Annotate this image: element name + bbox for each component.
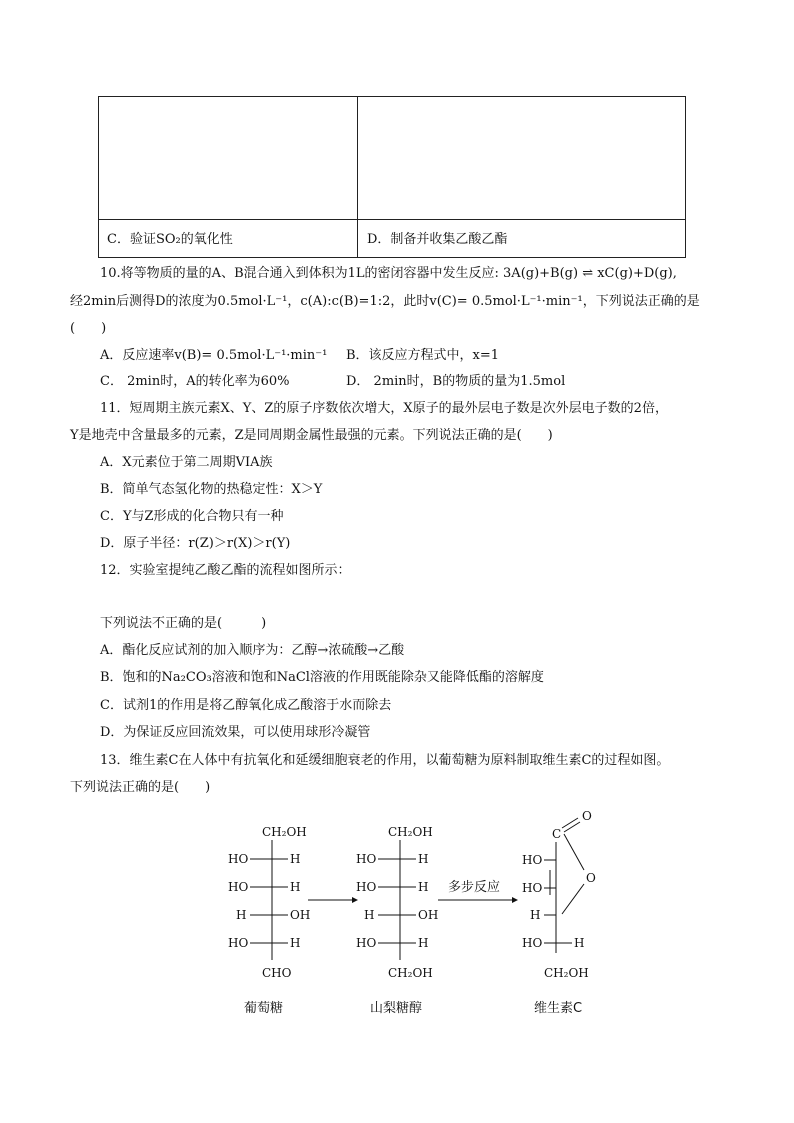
q11-option-c: C．Y与Z形成的化合物只有一种 xyxy=(100,509,284,524)
vitc-ho-3: HO xyxy=(522,936,543,950)
q12-stem-line1: 12．实验室提纯乙酸乙酯的流程如图所示： xyxy=(100,563,351,578)
q12-option-a: A．酯化反应试剂的加入顺序为：乙醇→浓硫酸→乙酸 xyxy=(100,643,405,658)
cell-d-label: D．制备并收集乙酸乙酯 xyxy=(367,232,508,247)
cell-c-label: C．验证SO₂的氧化性 xyxy=(107,232,233,247)
glucose-row2-right: H xyxy=(290,880,301,894)
q10-stem-line2: 经2min后测得D的浓度为0.5mol·L⁻¹，c(A):c(B)=1:2，此时v(C)= 0.5mol·L⁻¹·min⁻¹，下列说法正确的是 xyxy=(70,294,700,309)
glucose-row1-right: H xyxy=(290,852,301,866)
q11-stem-line2: Y是地壳中含量最多的元素，Z是同周期金属性最强的元素。下列说法正确的是( ) xyxy=(70,428,553,443)
sorbitol-top-group: CH₂OH xyxy=(388,825,433,839)
q12-option-b: B．饱和的Na₂CO₃溶液和饱和NaCl溶液的作用既能除杂又能降低酯的溶解度 xyxy=(100,670,544,685)
glucose-structure xyxy=(228,825,310,1016)
sorbitol-row3-right: OH xyxy=(418,908,439,922)
table-divider-horizontal xyxy=(99,219,685,220)
q10-answer-paren: ( ) xyxy=(70,321,107,336)
sorbitol-structure xyxy=(356,825,438,1016)
vitamin-c-structure xyxy=(522,809,596,1016)
vitc-carbonyl-o: O xyxy=(582,809,592,823)
sorbitol-row3-left: H xyxy=(364,908,375,922)
sorbitol-bottom-group: CH₂OH xyxy=(388,966,433,980)
sorbitol-row4-left: HO xyxy=(356,936,377,950)
q10-stem-line1: 10.将等物质的量的A、B混合通入到体积为1L的密闭容器中发生反应: 3A(g)+B(g) ⇌ xC(g)+D(g), xyxy=(100,266,677,281)
q11-option-b: B．简单气态氢化物的热稳定性：X＞Y xyxy=(100,482,323,497)
vitc-h-3: H xyxy=(574,936,585,950)
reaction-arrow-1 xyxy=(308,897,358,903)
sorbitol-row1-left: HO xyxy=(356,852,377,866)
vitc-ho-1: HO xyxy=(522,853,543,867)
q12-stem-line2: 下列说法不正确的是( ) xyxy=(100,616,267,631)
q13-stem-line1: 13．维生素C在人体中有抗氧化和延缓细胞衰老的作用，以葡萄糖为原料制取维生素C的过程如图。 xyxy=(100,753,670,768)
q10-option-c: C． 2min时，A的转化率为60% xyxy=(100,374,290,389)
q12-option-d: D．为保证反应回流效果，可以使用球形冷凝管 xyxy=(100,725,371,740)
q12-option-c: C．试剂1的作用是将乙醇氧化成乙酸溶于水而除去 xyxy=(100,698,392,713)
glucose-row1-left: HO xyxy=(228,852,249,866)
glucose-name: 葡萄糖 xyxy=(244,1001,284,1016)
glucose-row3-right: OH xyxy=(290,908,311,922)
sorbitol-row1-right: H xyxy=(418,852,429,866)
vitc-h: H xyxy=(530,908,541,922)
vitc-bottom-group: CH₂OH xyxy=(544,966,589,980)
vitc-ho-2: HO xyxy=(522,881,543,895)
vitc-ring-o: O xyxy=(586,871,596,885)
q10-option-d: D． 2min时，B的物质的量为1.5mol xyxy=(346,374,566,389)
sorbitol-row2-right: H xyxy=(418,880,429,894)
glucose-bottom-group: CHO xyxy=(262,966,292,980)
vitc-carbonyl-c: C xyxy=(552,827,562,841)
arrow2-label: 多步反应 xyxy=(448,880,501,895)
sorbitol-name: 山梨糖醇 xyxy=(370,1001,423,1016)
q11-stem-line1: 11．短周期主族元素X、Y、Z的原子序数依次增大，X原子的最外层电子数是次外层电子数的2倍， xyxy=(100,401,668,416)
apparatus-table xyxy=(98,96,686,258)
glucose-top-group: CH₂OH xyxy=(262,825,307,839)
q11-option-d: D．原子半径：r(Z)＞r(X)＞r(Y) xyxy=(100,536,291,551)
q11-option-a: A．X元素位于第二周期VIA族 xyxy=(100,455,273,470)
q13-stem-line2: 下列说法正确的是( ) xyxy=(70,780,211,795)
q10-option-b: B．该反应方程式中，x=1 xyxy=(346,348,500,363)
table-divider-vertical xyxy=(357,97,358,257)
sorbitol-row4-right: H xyxy=(418,936,429,950)
vitamin-c-synthesis-figure xyxy=(210,800,610,1025)
glucose-row4-right: H xyxy=(290,936,301,950)
glucose-row3-left: H xyxy=(236,908,247,922)
reaction-arrow-2 xyxy=(438,879,518,903)
glucose-row2-left: HO xyxy=(228,880,249,894)
sorbitol-row2-left: HO xyxy=(356,880,377,894)
glucose-row4-left: HO xyxy=(228,936,249,950)
q10-option-a: A．反应速率v(B)= 0.5mol·L⁻¹·min⁻¹ xyxy=(100,348,328,363)
vitc-name: 维生素C xyxy=(534,1001,583,1016)
